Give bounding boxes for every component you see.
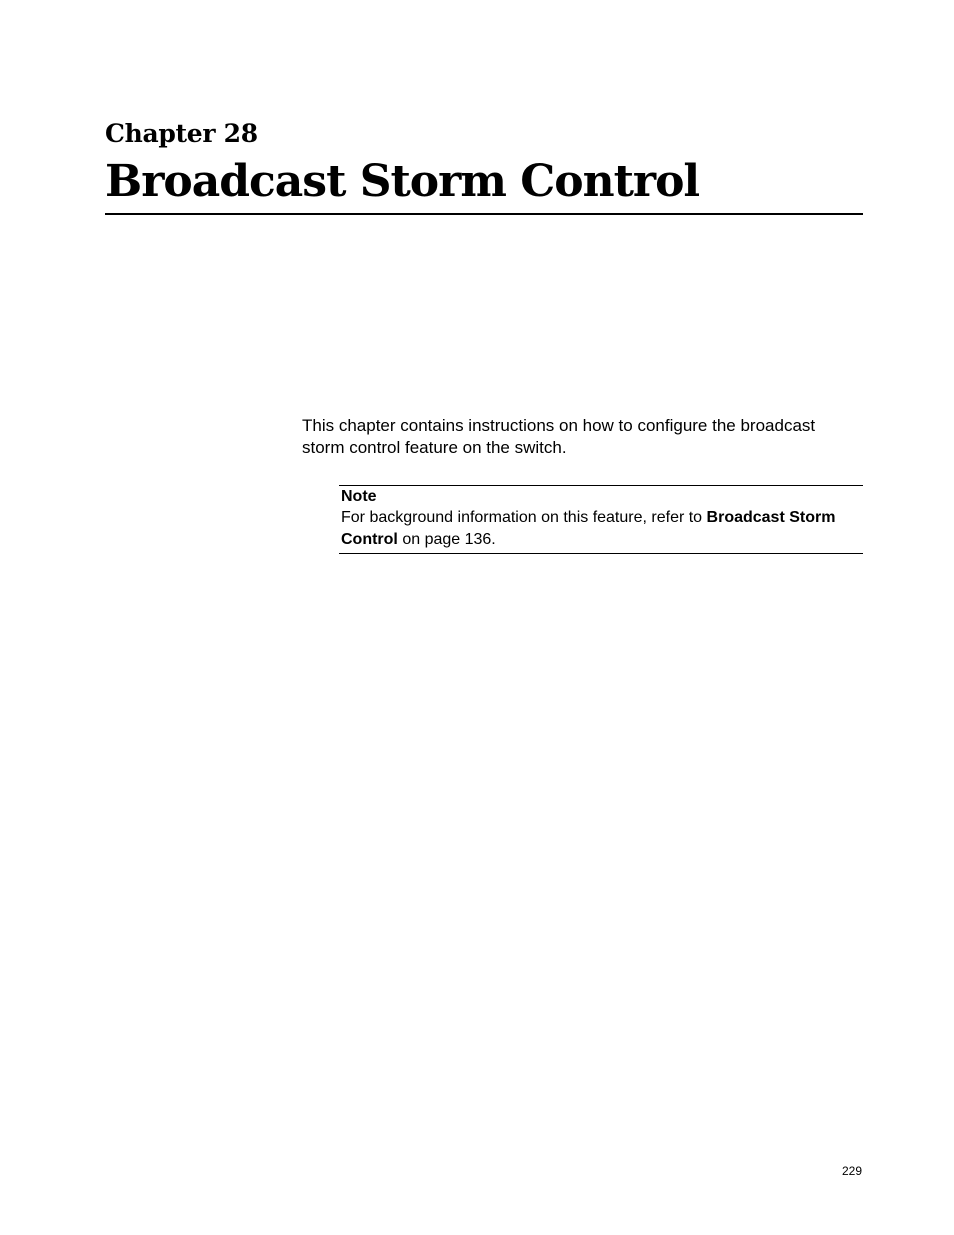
note-text-before: For background information on this feature, refer to: [341, 509, 707, 526]
note-top-divider: [339, 485, 863, 486]
note-cross-reference-link[interactable]: Broadcast Storm Control: [341, 509, 836, 548]
title-divider: [105, 213, 863, 215]
chapter-title: Broadcast Storm Control: [105, 156, 700, 207]
note-body: [341, 507, 861, 551]
note-text-after: on page 136.: [397, 531, 496, 548]
page-number: 229: [841, 1164, 862, 1178]
intro-paragraph: This chapter contains instructions on how to configure the broadcast storm control feature on the switch.: [302, 416, 816, 457]
note-heading: Note: [341, 488, 377, 505]
chapter-number: Chapter 28: [105, 119, 258, 148]
note-bottom-divider: [339, 553, 863, 554]
